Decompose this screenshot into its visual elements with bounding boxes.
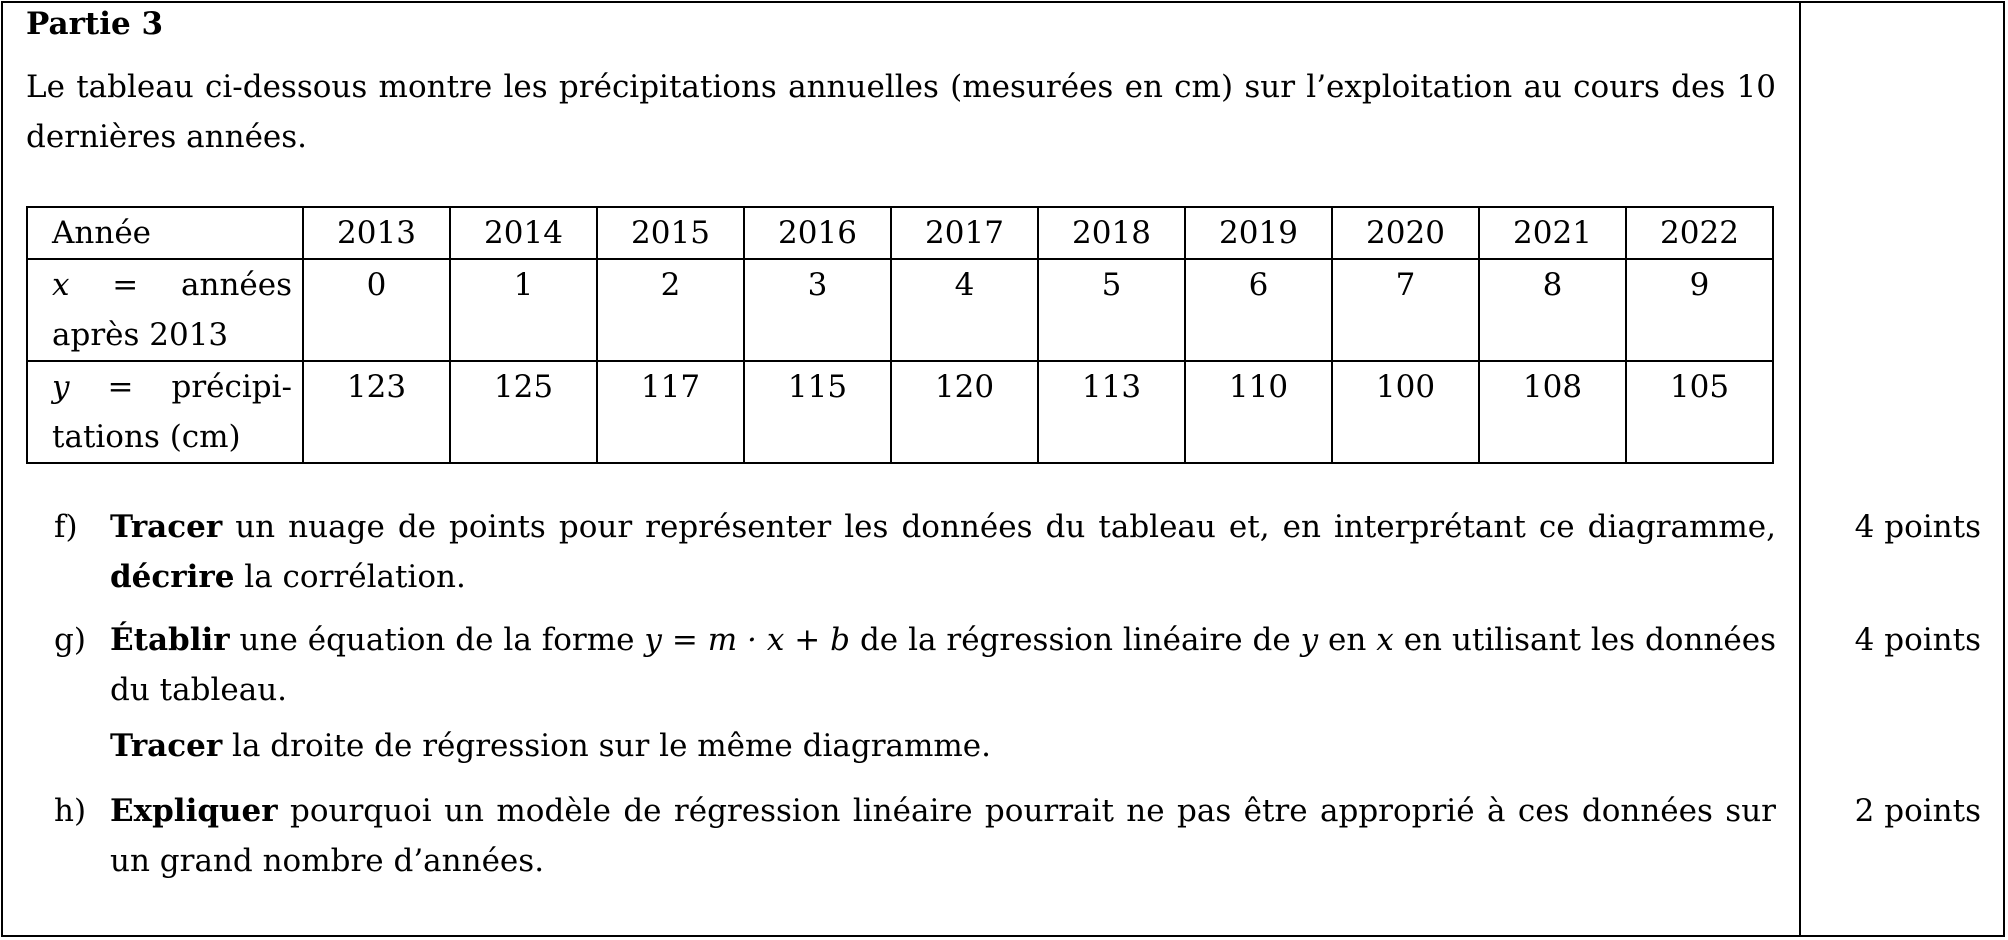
question-f xyxy=(26,502,1776,602)
table-cell: 5 xyxy=(1038,259,1185,361)
table-cell: 2014 xyxy=(450,207,597,259)
equals-sign: = xyxy=(112,267,139,303)
table-cell: 7 xyxy=(1332,259,1479,361)
equals-sign: = xyxy=(107,369,134,405)
table-cell: 117 xyxy=(597,361,744,463)
points-h: 2 points xyxy=(1854,793,1981,829)
table-cell: 115 xyxy=(744,361,891,463)
table-cell: 0 xyxy=(303,259,450,361)
table-cell: 8 xyxy=(1479,259,1626,361)
question-text xyxy=(110,786,1776,886)
var-x: x xyxy=(52,267,70,303)
table-cell: 2019 xyxy=(1185,207,1332,259)
text-run: une équation de la forme xyxy=(229,622,645,658)
var-y: y xyxy=(52,369,70,405)
text-run: un nuage de points pour représenter les données du tableau et, en interprétant ce diagramme, xyxy=(222,509,1776,545)
math-run: x xyxy=(1376,622,1394,658)
table-cell: 123 xyxy=(303,361,450,463)
table-row-label xyxy=(27,361,303,463)
table-cell: 120 xyxy=(891,361,1038,463)
table-cell: 105 xyxy=(1626,361,1773,463)
points-f: 4 points xyxy=(1854,509,1981,545)
table-cell: 4 xyxy=(891,259,1038,361)
table-row-label xyxy=(27,259,303,361)
question-text-extra xyxy=(110,721,1776,771)
table-cell: 110 xyxy=(1185,361,1332,463)
question-label: h) xyxy=(54,793,87,829)
main-column xyxy=(26,2,1776,162)
table-cell: 2015 xyxy=(597,207,744,259)
question-g xyxy=(26,615,1776,771)
table-cell: 2018 xyxy=(1038,207,1185,259)
label-line xyxy=(52,362,292,412)
bold-run: Expliquer xyxy=(110,793,278,829)
table-row-label: Année xyxy=(27,207,303,259)
table-row-years xyxy=(27,207,1773,259)
table-cell: 2022 xyxy=(1626,207,1773,259)
table-cell: 2020 xyxy=(1332,207,1479,259)
table-cell: 2021 xyxy=(1479,207,1626,259)
label-text: années xyxy=(181,267,293,303)
table-cell: 9 xyxy=(1626,259,1773,361)
table-cell: 2 xyxy=(597,259,744,361)
question-text xyxy=(110,615,1776,715)
table-cell: 3 xyxy=(744,259,891,361)
text-run: la droite de régression sur le même diagramme. xyxy=(222,728,991,764)
table-row-y xyxy=(27,361,1773,463)
table-cell: 100 xyxy=(1332,361,1479,463)
question-label: f) xyxy=(54,509,78,545)
table-cell: 108 xyxy=(1479,361,1626,463)
table-cell: 2013 xyxy=(303,207,450,259)
bold-run: décrire xyxy=(110,559,235,595)
text-run: pourquoi un modèle de régression linéaire pourrait ne pas être approprié à ces données sur un grand nombre d’années. xyxy=(110,793,1776,879)
precipitation-table xyxy=(26,206,1774,464)
label-text: précipi- xyxy=(171,369,292,405)
bold-run: Tracer xyxy=(110,509,223,545)
text-run: de la régression linéaire de xyxy=(850,622,1301,658)
text-run: en xyxy=(1318,622,1377,658)
table-cell: 113 xyxy=(1038,361,1185,463)
table-cell: 2017 xyxy=(891,207,1038,259)
question-text xyxy=(110,502,1776,602)
question-h xyxy=(26,786,1776,886)
bold-run: Établir xyxy=(110,622,230,658)
table-cell: 1 xyxy=(450,259,597,361)
question-label: g) xyxy=(54,622,86,658)
math-run: y xyxy=(1300,622,1319,658)
table-cell: 6 xyxy=(1185,259,1332,361)
intro-paragraph: Le tableau ci-dessous montre les précipitations annuelles (mesurées en cm) sur l’exploitation au cours des 10 dernières années. xyxy=(26,69,1776,155)
label-line-2: tations (cm) xyxy=(52,419,241,455)
math-run: y = m · x + b xyxy=(644,622,851,658)
text-run: la corrélation. xyxy=(234,559,466,595)
points-g: 4 points xyxy=(1854,622,1981,658)
text-run: en utilisant les données du tableau. xyxy=(110,622,1776,708)
table-cell: 2016 xyxy=(744,207,891,259)
table-cell: 125 xyxy=(450,361,597,463)
bold-run: Tracer xyxy=(110,728,223,764)
label-line xyxy=(52,260,292,310)
table-row-x xyxy=(27,259,1773,361)
section-heading: Partie 3 xyxy=(26,6,164,42)
label-line-2: après 2013 xyxy=(52,317,229,353)
